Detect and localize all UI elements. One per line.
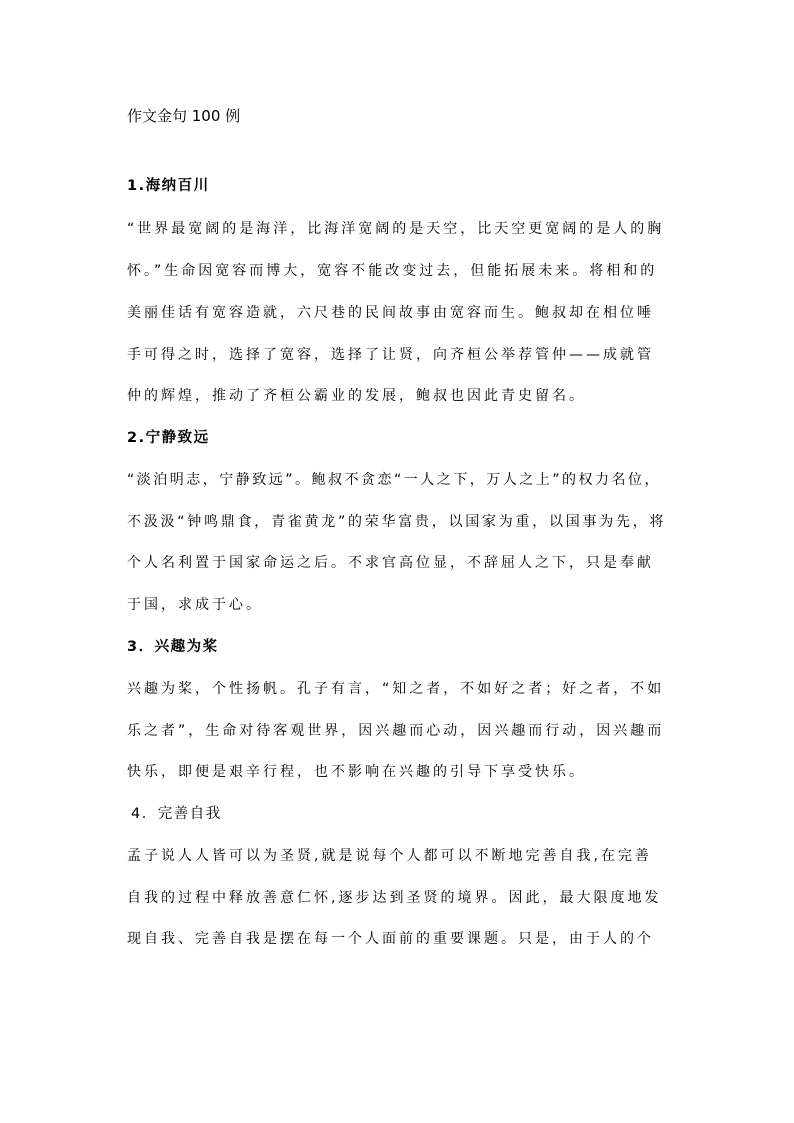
document-title: 作文金句 100 例 [127,107,241,125]
section-4-line-1: 孟子说人人皆可以为圣贤,就是说每个人都可以不断地完善自我,在完善 [127,848,652,864]
section-3-line-2: 乐之者”，生命对待客观世界，因兴趣而心动，因兴趣而行动，因兴趣而 [127,723,665,739]
section-3-line-3: 快乐，即便是艰辛行程，也不影响在兴趣的引导下享受快乐。 [127,764,586,780]
section-1-line-5: 仲的辉煌，推动了齐桓公霸业的发展，鲍叔也因此青史留名。 [127,388,586,404]
section-3-line-1: 兴趣为桨，个性扬帆。孔子有言，“知之者，不如好之者；好之者，不如 [127,681,665,697]
section-4-line-2: 自我的过程中释放善意仁怀,逐步达到圣贤的境界。因此，最大限度地发 [127,890,662,906]
section-1-line-4: 手可得之时，选择了宽容，选择了让贤，向齐桓公举荐管仲——成就管 [127,347,654,363]
section-2-line-1: “淡泊明志，宁静致远”。鲍叔不贪恋“一人之下，万人之上”的权力名位， [127,472,662,488]
section-2-line-3: 个人名利置于国家命运之后。不求官高位显，不辞屈人之下，只是奉献 [127,555,654,571]
section-1-line-2: 怀。”生命因宽容而博大，宽容不能改变过去，但能拓展未来。将相和的 [127,263,658,279]
section-heading-2: 2.宁静致远 [127,430,210,446]
section-1-line-1: “世界最宽阔的是海洋，比海洋宽阔的是天空，比天空更宽阔的是人的胸 [127,221,665,237]
section-2-line-4: 于国，求成于心。 [127,597,263,613]
section-4-line-3: 现自我、完善自我是摆在每一个人面前的重要课题。只是，由于人的个 [127,931,654,947]
section-2-line-2: 不汲汲“钟鸣鼎食，青雀黄龙”的荣华富贵，以国家为重，以国事为先，将 [127,514,667,530]
section-heading-4: 4．完善自我 [131,806,222,822]
section-heading-1: 1.海纳百川 [127,178,210,194]
section-1-line-3: 美丽佳话有宽容造就，六尺巷的民间故事由宽容而生。鲍叔却在相位唾 [127,305,654,321]
section-heading-3: 3．兴趣为桨 [127,639,219,655]
